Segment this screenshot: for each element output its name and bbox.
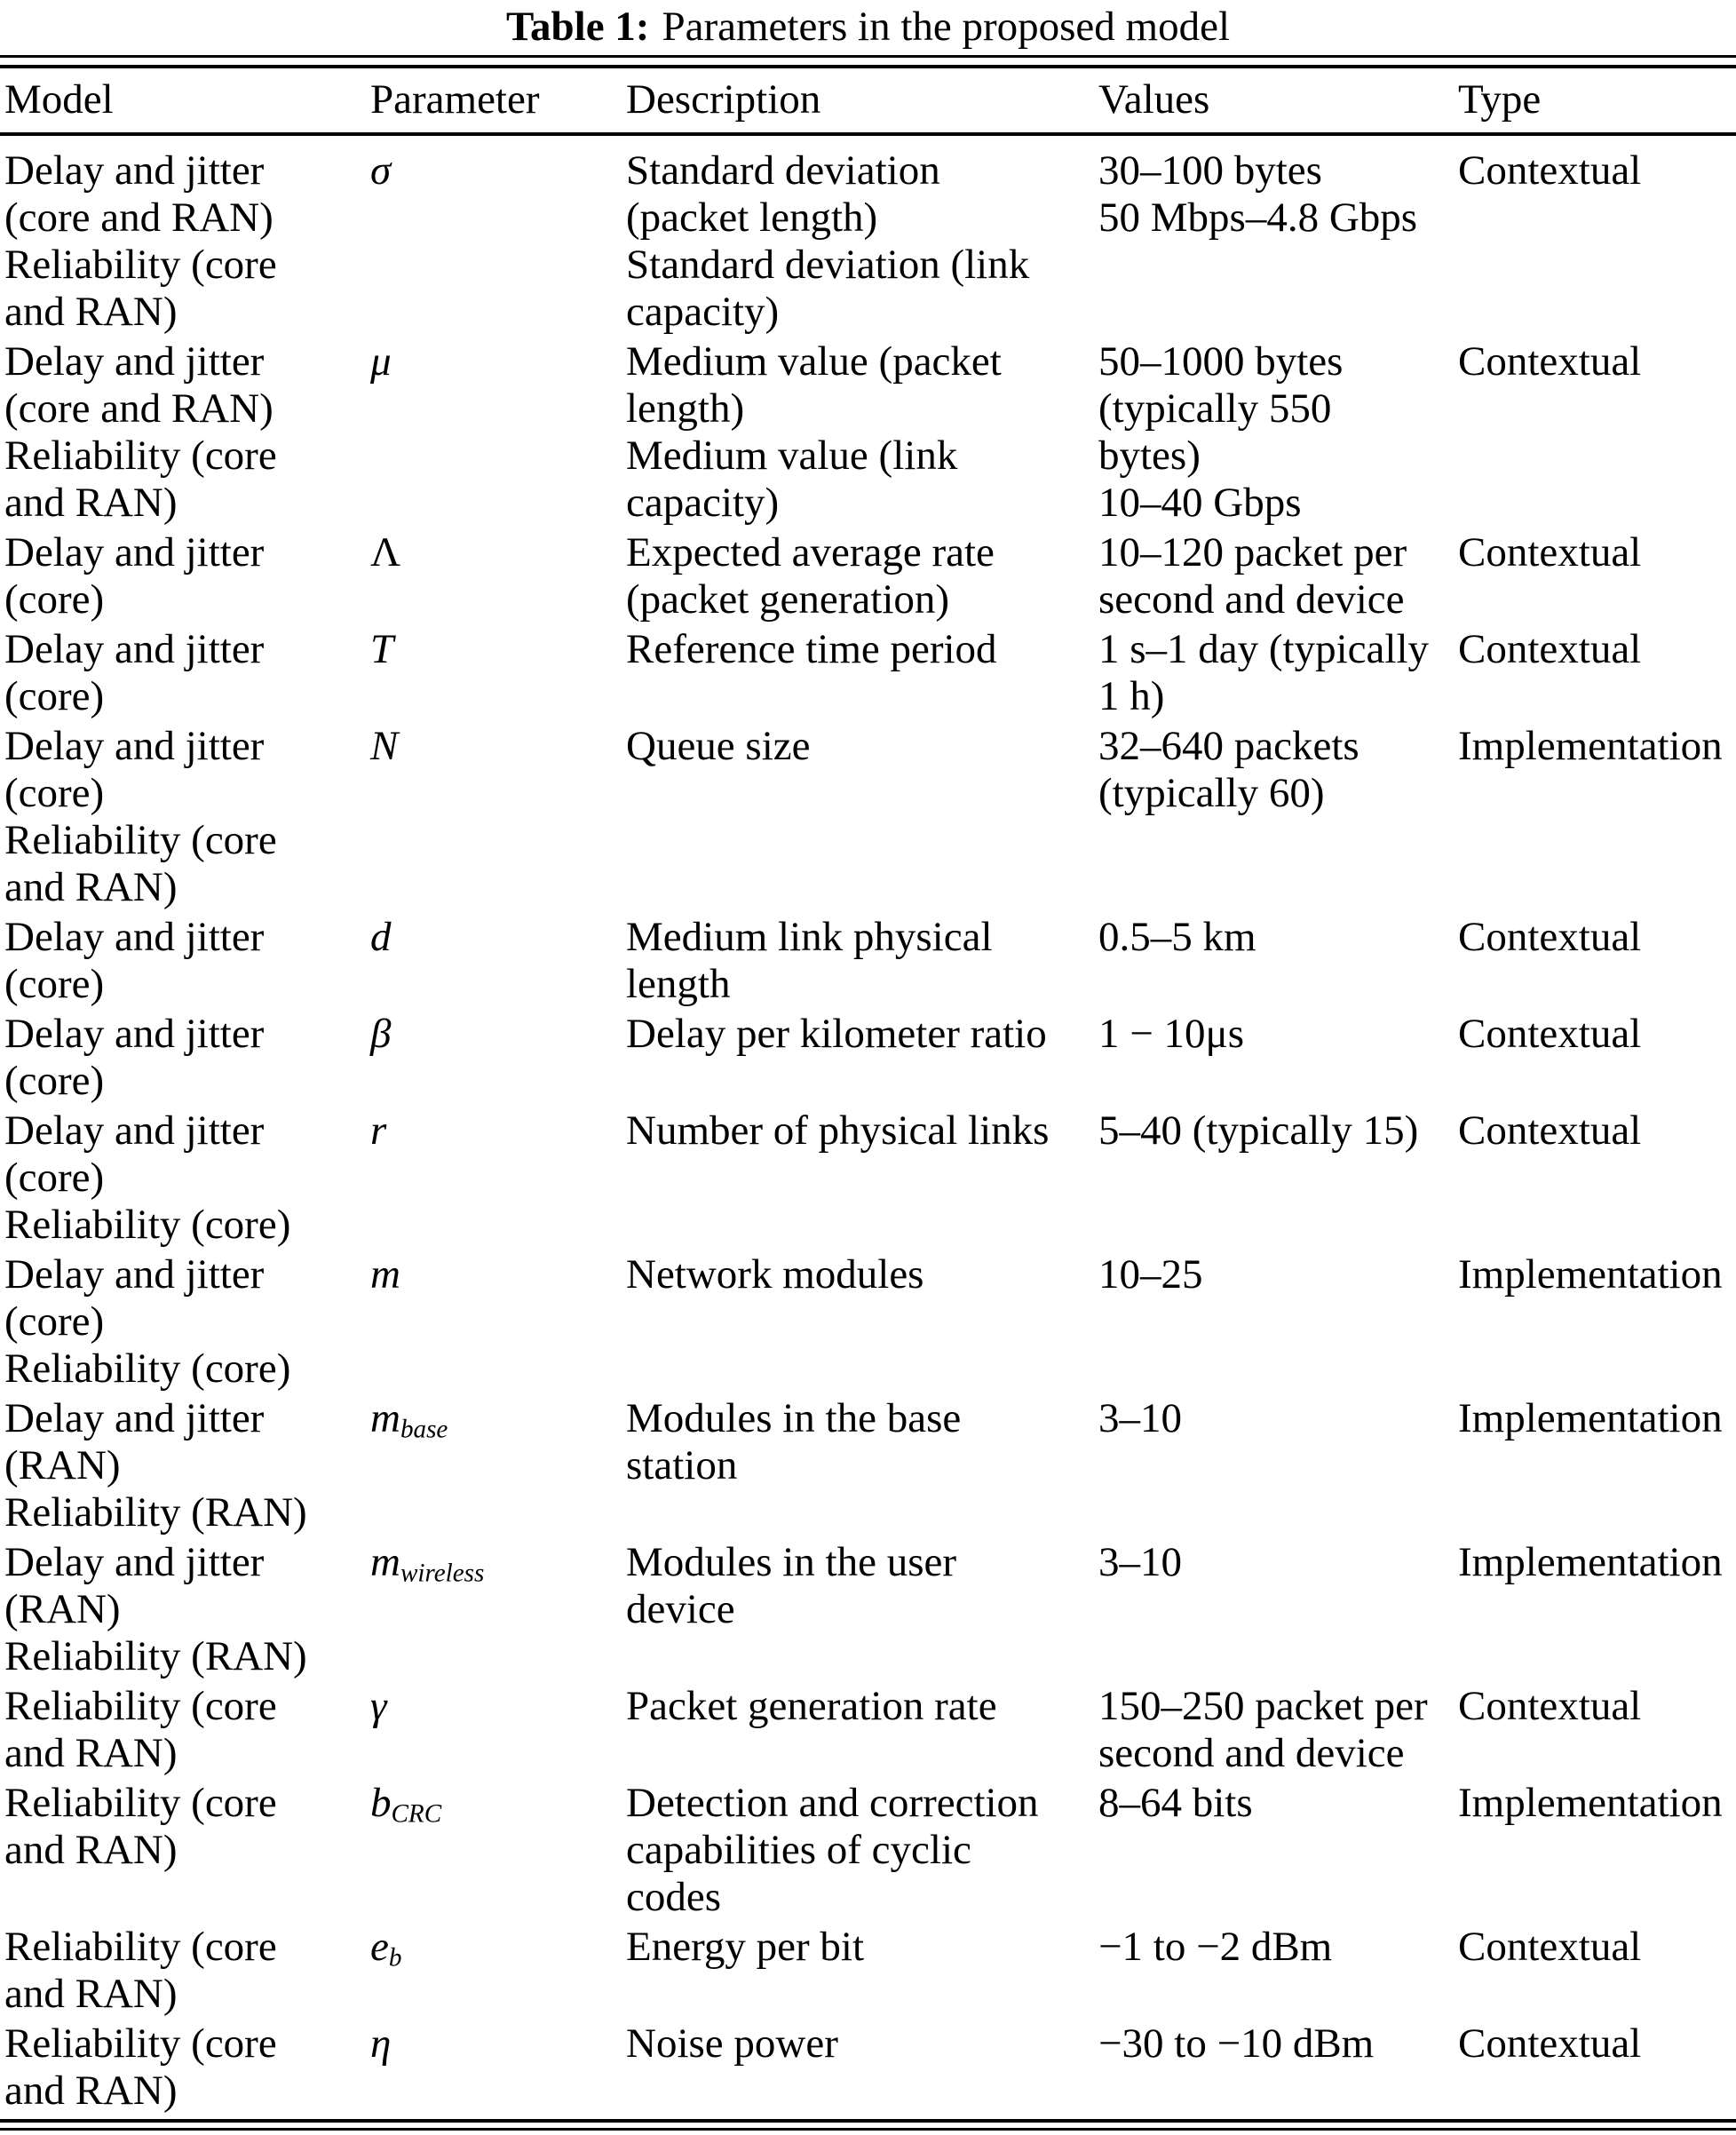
model-name: Reliability (core and RAN) [4,1683,277,1776]
description-cell [626,147,1098,336]
table-row [0,1249,1732,1393]
type-cell: Contextual [1458,626,1642,672]
description-text: Modules in the user device [626,1539,957,1632]
description-text: Delay per kilometer ratio [626,1011,1047,1057]
description-cell [626,723,1098,911]
values-cell [1098,147,1458,336]
description-text: Packet generation rate [626,1683,997,1729]
description-text: Queue size [626,723,811,769]
type-cell: Contextual [1458,1924,1642,1970]
description-cell [626,1683,1098,1777]
model-cell [4,1251,370,1393]
values-cell [1098,1924,1458,2018]
model-name: Delay and jitter (core) [4,529,265,623]
parameter-symbol-glyph: β [370,1011,392,1057]
model-name: Delay and jitter (core) [4,1251,265,1345]
parameter-cell [370,529,626,623]
parameter-subscript: b [388,1943,402,1972]
column-header-description: Description [626,76,821,123]
parameter-cell [370,626,626,720]
description-text: Detection and correction capabilities of cyclic codes [626,1780,1039,1920]
table-row [0,2018,1732,2115]
type-cell: Contextual [1458,2020,1642,2067]
value-text: −30 to −10 dBm [1098,2020,1375,2067]
model-name: Delay and jitter (core) [4,1107,265,1201]
parameter-symbol-glyph: Λ [370,529,401,575]
parameter-symbol [370,1924,401,1970]
values-cell [1098,626,1458,720]
description-text: Network modules [626,1251,924,1298]
parameter-cell [370,1683,626,1777]
parameter-symbol [370,2020,391,2067]
type-cell: Contextual [1458,1011,1642,1057]
value-text: 50 Mbps–4.8 Gbps [1098,194,1418,241]
values-cell [1098,723,1458,911]
table-row [0,1536,1732,1680]
description-text: Reference time period [626,626,997,672]
table-row [0,1680,1732,1777]
table-row [0,623,1732,720]
model-name: Reliability (core and RAN) [4,1780,277,1873]
type-cell: Implementation [1458,723,1723,769]
column-header-values: Values [1098,76,1210,123]
value-text: 32–640 packets (typically 60) [1098,723,1359,816]
values-cell [1098,338,1458,527]
description-text: Noise power [626,2020,838,2067]
parameter-symbol [370,1539,485,1588]
parameter-cell [370,1780,626,1921]
model-cell [4,1924,370,2018]
parameter-symbol [370,338,392,385]
description-cell [626,1011,1098,1105]
value-text: 10–120 packet per second and device [1098,529,1407,623]
parameter-cell [370,914,626,1008]
values-cell [1098,1011,1458,1105]
column-header-parameter: Parameter [370,76,540,123]
parameter-symbol [370,1011,391,1057]
type-cell: Implementation [1458,1539,1723,1585]
description-cell [626,914,1098,1008]
parameter-symbol-glyph: T [370,626,394,672]
model-name: Delay and jitter (RAN) [4,1395,265,1488]
table-row [0,147,1732,336]
table-header-row [0,76,1736,123]
description-cell [626,1395,1098,1536]
description-text: Standard deviation (packet length) [626,147,940,241]
parameter-cell [370,723,626,911]
values-cell [1098,1683,1458,1777]
type-cell: Contextual [1458,1683,1642,1729]
table-row [0,336,1732,527]
table-body [0,147,1732,2115]
parameter-cell [370,1395,626,1536]
table-caption [0,4,1736,51]
description-cell [626,338,1098,527]
type-cell: Contextual [1458,529,1642,575]
model-cell [4,1683,370,1777]
model-cell [4,1107,370,1249]
table-caption-text: Parameters in the proposed model [662,4,1231,50]
table-row [0,527,1732,623]
parameter-symbol [370,1395,448,1444]
description-cell [626,1780,1098,1921]
description-cell [626,2020,1098,2115]
parameter-symbol [370,914,392,960]
parameter-cell [370,1251,626,1393]
model-name: Reliability (core and RAN) [4,242,277,335]
description-cell [626,1539,1098,1680]
model-cell [4,2020,370,2115]
table-row [0,1008,1732,1105]
type-cell: Contextual [1458,914,1642,960]
type-cell: Contextual [1458,338,1642,385]
parameter-cell [370,1539,626,1680]
description-cell [626,529,1098,623]
column-header-model: Model [4,76,114,123]
value-text: 1 s–1 day (typically 1 h) [1098,626,1430,719]
model-name: Delay and jitter (core) [4,1011,265,1104]
model-name: Delay and jitter (core) [4,626,265,719]
top-rule-thin [0,55,1736,58]
parameter-symbol [370,626,393,672]
value-text: 8–64 bits [1098,1780,1253,1826]
parameter-symbol-glyph: m [370,1539,400,1585]
parameter-symbol-glyph: b [370,1780,392,1826]
model-cell [4,914,370,1008]
description-text: Medium value (link capacity) [626,433,958,526]
values-cell [1098,1395,1458,1536]
model-name: Reliability (core and RAN) [4,1924,277,2017]
value-text: 10–40 Gbps [1098,480,1302,526]
model-cell [4,723,370,911]
parameter-cell [370,338,626,527]
parameter-cell [370,1011,626,1105]
values-cell [1098,1107,1458,1249]
parameter-symbol [370,1780,442,1829]
type-cell: Implementation [1458,1780,1723,1826]
model-name: Delay and jitter (core and RAN) [4,338,273,432]
parameter-symbol-glyph: m [370,1395,400,1441]
parameter-symbol-glyph: r [370,1107,387,1154]
values-cell [1098,1539,1458,1680]
model-name: Delay and jitter (core) [4,723,265,816]
parameter-symbol [370,723,398,769]
header-separator-rule [0,132,1736,136]
parameter-subscript: CRC [391,1799,442,1829]
values-cell [1098,914,1458,1008]
value-text: 3–10 [1098,1539,1182,1585]
values-cell [1098,529,1458,623]
top-rule-thick [0,65,1736,68]
parameter-symbol-glyph: μ [370,338,392,385]
type-cell: Contextual [1458,1107,1642,1154]
model-name: Delay and jitter (core) [4,914,265,1007]
model-name: Reliability (RAN) [4,1489,307,1536]
table-row [0,1777,1732,1921]
table-caption-label: Table 1: [505,4,650,50]
parameter-symbol [370,1107,386,1154]
value-text: 50–1000 bytes (typically 550 bytes) [1098,338,1344,479]
model-cell [4,1780,370,1921]
description-text: Medium value (packet length) [626,338,1002,432]
values-cell [1098,1780,1458,1921]
value-text: 5–40 (typically 15) [1098,1107,1419,1154]
model-name: Reliability (RAN) [4,1633,307,1679]
value-text: 30–100 bytes [1098,147,1322,194]
parameter-cell [370,147,626,336]
value-text: 1 − 10μs [1098,1011,1244,1057]
type-cell: Implementation [1458,1251,1723,1298]
description-text: Expected average rate (packet generation) [626,529,995,623]
value-text: 0.5–5 km [1098,914,1256,960]
parameter-subscript: base [400,1415,448,1444]
bottom-rule-thick [0,2119,1736,2123]
column-header-type: Type [1458,76,1542,123]
model-cell [4,1011,370,1105]
description-cell [626,1251,1098,1393]
parameter-symbol-glyph: γ [370,1683,387,1729]
parameter-cell [370,1107,626,1249]
bottom-rule-thin [0,2128,1736,2131]
table-row [0,911,1732,1008]
description-text: Number of physical links [626,1107,1050,1154]
parameter-symbol [370,529,400,575]
parameter-cell [370,1924,626,2018]
parameter-symbol-glyph: σ [370,147,392,194]
model-name: Reliability (core) [4,1202,291,1248]
parameter-symbol [370,147,391,194]
table-row [0,1921,1732,2018]
model-name: Reliability (core and RAN) [4,817,277,910]
table-row [0,720,1732,911]
value-text: 10–25 [1098,1251,1203,1298]
parameter-symbol-glyph: N [370,723,399,769]
parameter-symbol [370,1251,400,1298]
parameter-symbol [370,1683,387,1729]
parameter-symbol-glyph: d [370,914,392,960]
table-row [0,1105,1732,1249]
model-name: Delay and jitter (RAN) [4,1539,265,1632]
model-cell [4,338,370,527]
model-cell [4,626,370,720]
description-cell [626,1924,1098,2018]
parameter-subscript: wireless [400,1559,485,1588]
description-text: Standard deviation (link capacity) [626,242,1030,335]
value-text: 3–10 [1098,1395,1182,1441]
values-cell [1098,1251,1458,1393]
description-text: Energy per bit [626,1924,865,1970]
parameter-symbol-glyph: η [370,2020,392,2067]
model-cell [4,529,370,623]
parameter-cell [370,2020,626,2115]
description-cell [626,1107,1098,1249]
description-cell [626,626,1098,720]
value-text: −1 to −2 dBm [1098,1924,1333,1970]
description-text: Modules in the base station [626,1395,962,1488]
model-name: Delay and jitter (core and RAN) [4,147,273,241]
type-cell: Implementation [1458,1395,1723,1441]
model-cell [4,147,370,336]
table-row [0,1393,1732,1536]
model-cell [4,1539,370,1680]
model-name: Reliability (core and RAN) [4,2020,277,2114]
parameter-symbol-glyph: m [370,1251,400,1298]
model-cell [4,1395,370,1536]
model-name: Reliability (core and RAN) [4,433,277,526]
value-text: 150–250 packet per second and device [1098,1683,1428,1776]
parameter-symbol-glyph: e [370,1924,389,1970]
type-cell: Contextual [1458,147,1642,194]
values-cell [1098,2020,1458,2115]
description-text: Medium link physical length [626,914,993,1007]
model-name: Reliability (core) [4,1345,291,1392]
